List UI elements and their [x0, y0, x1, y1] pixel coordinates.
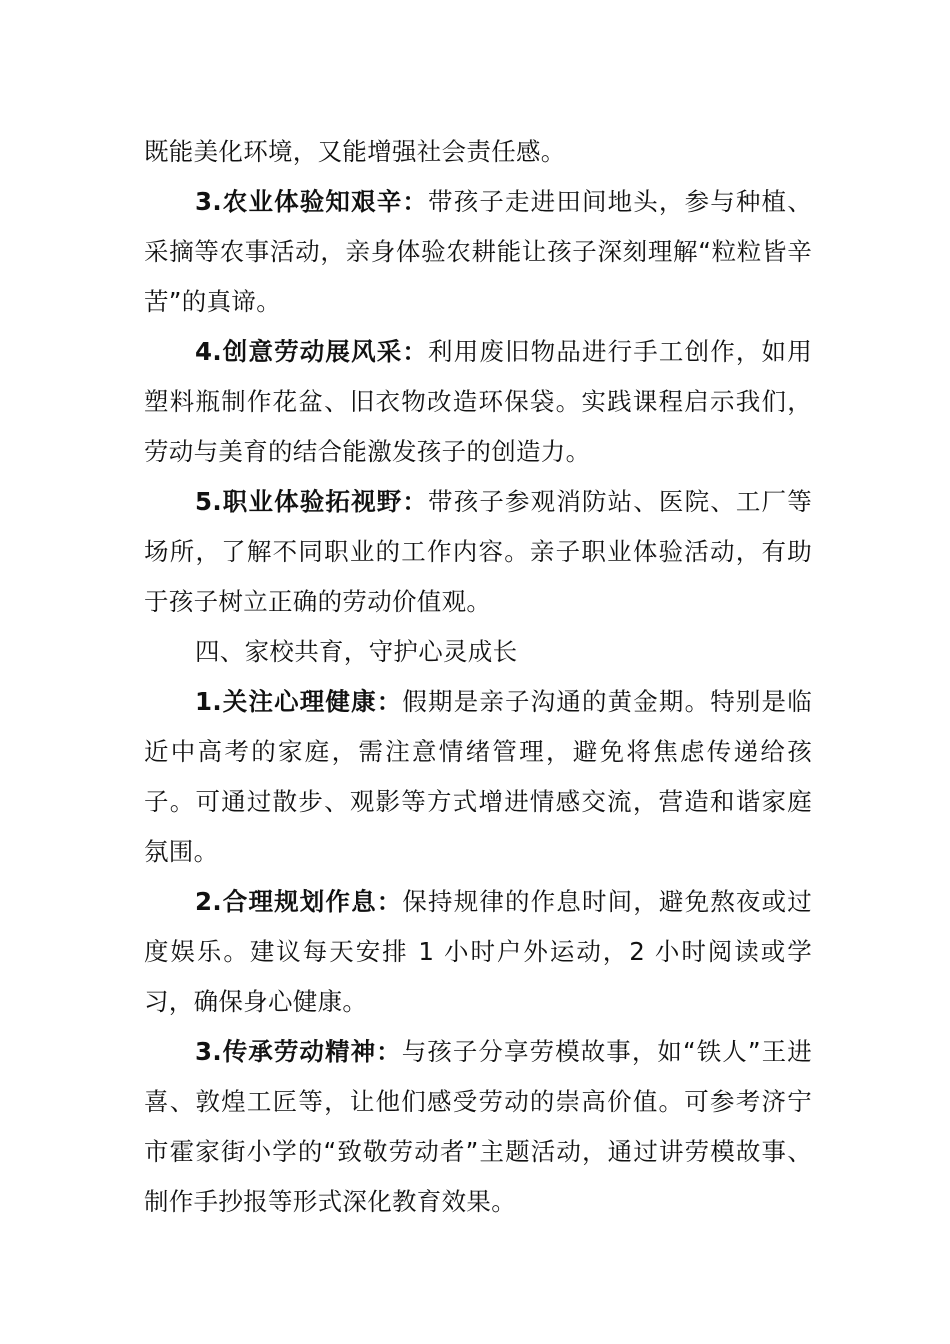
paragraph-labor-spirit	[144, 1027, 812, 1227]
paragraph-heading: 3.传承劳动精神：	[195, 1037, 402, 1066]
section-heading	[144, 627, 812, 677]
paragraph-creative-labor	[144, 327, 812, 477]
paragraph-heading: 3.农业体验知艰辛：	[195, 187, 429, 216]
paragraph-text: 假期是亲子沟通的黄金期。特别是临近中高考的家庭，需注意情绪管理，避免将焦虑传递给孩子。可通过散步、观影等方式增进情感交流，营造和谐家庭氛围。	[144, 687, 812, 866]
paragraph-heading: 2.合理规划作息：	[195, 887, 403, 916]
paragraph-text: 既能美化环境，又能增强社会责任感。	[144, 137, 566, 166]
paragraph-schedule-planning	[144, 877, 812, 1027]
paragraph-heading: 1.关注心理健康：	[195, 687, 403, 716]
paragraph-text: 带孩子参观消防站、医院、工厂等场所，了解不同职业的工作内容。亲子职业体验活动，有助于孩子树立正确的劳动价值观。	[144, 487, 813, 616]
section-title: 四、家校共育，守护心灵成长	[195, 637, 518, 666]
paragraph-text: 与孩子分享劳模故事，如“铁人”王进喜、敦煌工匠等，让他们感受劳动的崇高价值。可参考济宁市霍家街小学的“致敬劳动者”主题活动，通过讲劳模故事、制作手抄报等形式深化教育效果。	[144, 1037, 813, 1216]
paragraph-heading: 4.创意劳动展风采：	[195, 337, 429, 366]
paragraph-agricultural-experience	[144, 177, 812, 327]
paragraph-text: 带孩子走进田间地头，参与种植、采摘等农事活动，亲身体验农耕能让孩子深刻理解“粒粒皆辛苦”的真谛。	[144, 187, 813, 316]
document-body	[144, 127, 812, 1227]
paragraph-text: 保持规律的作息时间，避免熬夜或过度娱乐。建议每天安排 1 小时户外运动，2 小时阅读或学习，确保身心健康。	[144, 887, 812, 1016]
paragraph-text: 利用废旧物品进行手工创作，如用塑料瓶制作花盆、旧衣物改造环保袋。实践课程启示我们，劳动与美育的结合能激发孩子的创造力。	[144, 337, 813, 466]
paragraph-continuation	[144, 127, 812, 177]
paragraph-mental-health	[144, 677, 812, 877]
paragraph-heading: 5.职业体验拓视野：	[195, 487, 429, 516]
paragraph-career-experience	[144, 477, 812, 627]
